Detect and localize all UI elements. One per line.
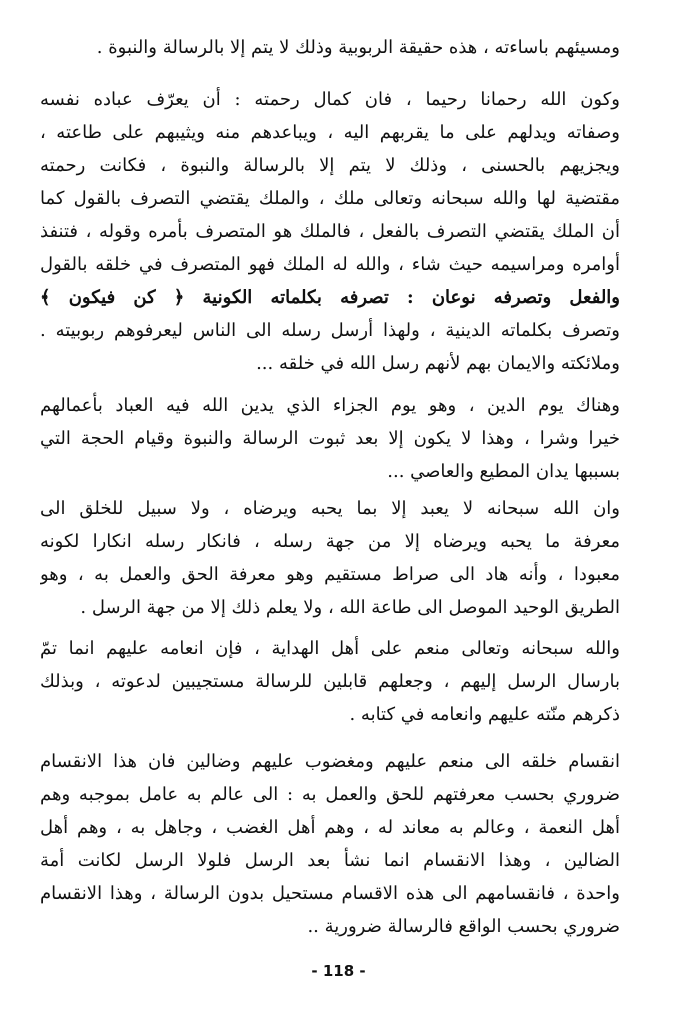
paragraph-3 [40, 389, 620, 488]
text-line: ضروري بحسب الواقع فالرسالة ضرورية .. [307, 916, 620, 937]
text-line: أوامره ومراسيمه حيث شاء ، والله له الملك فهو المتصرف في خلقه بالقول [40, 254, 620, 275]
text-line: ضروري بحسب معرفتهم للحق والعمل به : الى عالم به عامل بموجبه وهم [40, 784, 620, 805]
text-line: انقسام خلقه الى منعم عليهم ومغضوب عليهم وضالين فان هذا الانقسام [40, 751, 620, 772]
text-line: وصفاته ويدلهم على ما يقربهم اليه ، ويباعدهم منه ويثيبهم على طاعته ، [40, 122, 620, 143]
text-line: ويجزيهم بالحسنى ، وذلك لا يتم إلا بالرسالة والنبوة ، فكانت رحمته [40, 155, 620, 176]
text-line: الضالين ، وهذا الانقسام انما نشأ بعد الرسل فلولا الرسل لكانت أمة [40, 850, 620, 871]
text-line: والله سبحانه وتعالى منعم على أهل الهداية ، فإن انعامه عليهم انما تمّ [40, 638, 620, 659]
text-line: واحدة ، فانقسامهم الى هذه الاقسام مستحيل بدون الرسالة ، وهذا الانقسام [40, 883, 620, 904]
text-line: وكون الله رحمانا رحيما ، فان كمال رحمته : أن يعرّف عباده نفسه [40, 89, 620, 110]
text-line-quran-quote: والفعل وتصرفه نوعان : تصرفه بكلماته الكونية ﴿ كن فيكون ﴾ [40, 287, 620, 308]
text-line: ومسيئهم باساءته ، هذه حقيقة الربوبية وذلك لا يتم إلا بالرسالة والنبوة . [96, 37, 620, 58]
text-line: بسببها يدان المطيع والعاصي ... [387, 461, 620, 482]
text-line: أن الملك يقتضي التصرف بالفعل ، فالملك هو المتصرف بأمره وقوله ، فتنفذ [40, 221, 620, 242]
paragraph-1 [40, 31, 620, 64]
text-line: وتصرف بكلماته الدينية ، ولهذا أرسل رسله الى الناس ليعرفوهم ربوبيته . [40, 320, 620, 341]
paragraph-6 [40, 745, 620, 943]
paragraph-5 [40, 632, 620, 731]
text-line: مقتضية لها والله سبحانه وتعالى ملك ، والملك يقتضي التصرف بالقول كما [40, 188, 620, 209]
text-line: خيرا وشرا ، وهذا لا يكون إلا بعد ثبوت الرسالة والنبوة وقيام الحجة التي [40, 428, 620, 449]
text-line: وان الله سبحانه لا يعبد إلا بما يحبه ويرضاه ، ولا سبيل للخلق الى [40, 498, 620, 519]
text-line: ذكرهم منّته عليهم وانعامه في كتابه . [349, 704, 620, 725]
text-line: بارسال الرسل إليهم ، وجعلهم قابلين للرسالة مستجيبين لدعوته ، وبذلك [40, 671, 620, 692]
paragraph-4 [40, 492, 620, 624]
text-line: وملائكته والايمان بهم لأنهم رسل الله في خلقه ... [256, 353, 620, 374]
text-line: وهناك يوم الدين ، وهو يوم الجزاء الذي يدين الله فيه العباد بأعمالهم [40, 395, 620, 416]
text-line: الطريق الوحيد الموصل الى طاعة الله ، ولا يعلم ذلك إلا من جهة الرسل . [80, 597, 620, 618]
page-number: - 118 - [311, 962, 366, 980]
text-line: معرفة ما يحبه ويرضاه إلا من جهة رسله ، فانكار رسله انكارا لكونه [40, 531, 620, 552]
text-line: أهل النعمة ، وعالم به معاند له ، وهم أهل الغضب ، وجاهل به ، وهم أهل [40, 817, 620, 838]
paragraph-2 [40, 83, 620, 380]
text-line: معبودا ، وأنه هاد الى صراط مستقيم وهو معرفة الحق والعمل به ، وهو [40, 564, 620, 585]
